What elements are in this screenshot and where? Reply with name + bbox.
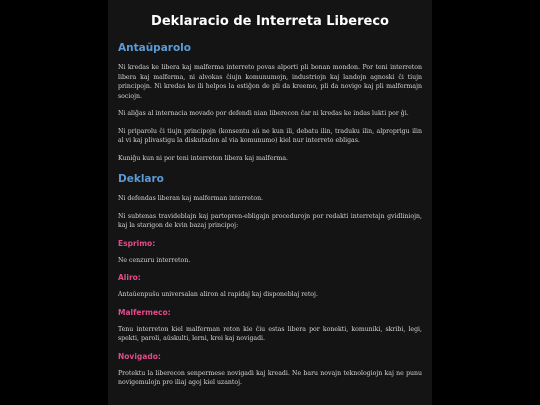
paragraph: Ni priparolu ĉi tiujn principojn (konsentu aŭ ne kun ili, debatu ilin, traduku ilin, alproprigu ilin al vi kaj plivastigu la diskutadon al via komunumo) kiel nur interreto ebligas. [118, 127, 422, 144]
principle-text: Ne cenzuru interreton. [118, 256, 191, 264]
page-title: Deklaracio de Interreta Libereco [151, 14, 389, 29]
principle-heading-access: Aliro: [118, 273, 141, 282]
paragraph: Ni subtenas travideblajn kaj partopren-ebligajn procedurojn por redakti interretajn gvidliniojn, kaj la starigon de kvin bazaj principoj: [118, 212, 422, 229]
principle-text: Tenu interreton kiel malferman reton kie ĉiu estas libera por konekti, komuniki, skribi, legi, spekti, paroli, aŭskulti, lerni, krei kaj novigadi. [118, 325, 422, 342]
principle-heading-expression: Esprimo: [118, 238, 156, 248]
paragraph: Kuniĝu kun ni por teni interreton libera kaj malferma. [118, 154, 288, 162]
section-heading-declaration: Deklaro [118, 173, 164, 185]
document-content [108, 0, 432, 388]
document[interactable] [108, 0, 432, 405]
principle-heading-innovation: Novigado: [118, 351, 161, 361]
paragraph: Ni defendas liberan kaj malferman interreton. [118, 195, 264, 202]
principle-heading-openness: Malfermeco: [118, 307, 171, 317]
principle-text: Antaŭenpuŝu universalan aliron al rapidaj kaj disponeblaj retoj. [118, 291, 318, 298]
paragraph: Ni kredas ke libera kaj malferma interreto povas alporti pli bonan mondon. Por teni interreton libera kaj malferma, ni alvokas ĉiujn komunumojn, industriojn kaj landojn agnoski ĉi tiujn principojn. Ni kredas ke ili helpos la estiĝon de pli da kreemo, pli da novigo kaj pli malfermajn sociojn. [118, 64, 422, 100]
paragraph: Ni aliĝas al internacia movado por defendi nian liberecon ĉar ni kredas ke indas lukti por ĝi. [118, 110, 409, 117]
principle-text: Protektu la liberecon senpermese novigadi kaj kreadi. Ne baru novajn teknologiojn kaj ne punu novigemulojn pro iliaj agoj kiel uzantoj. [118, 369, 422, 386]
section-heading-preamble: Antaŭparolo [118, 42, 191, 54]
